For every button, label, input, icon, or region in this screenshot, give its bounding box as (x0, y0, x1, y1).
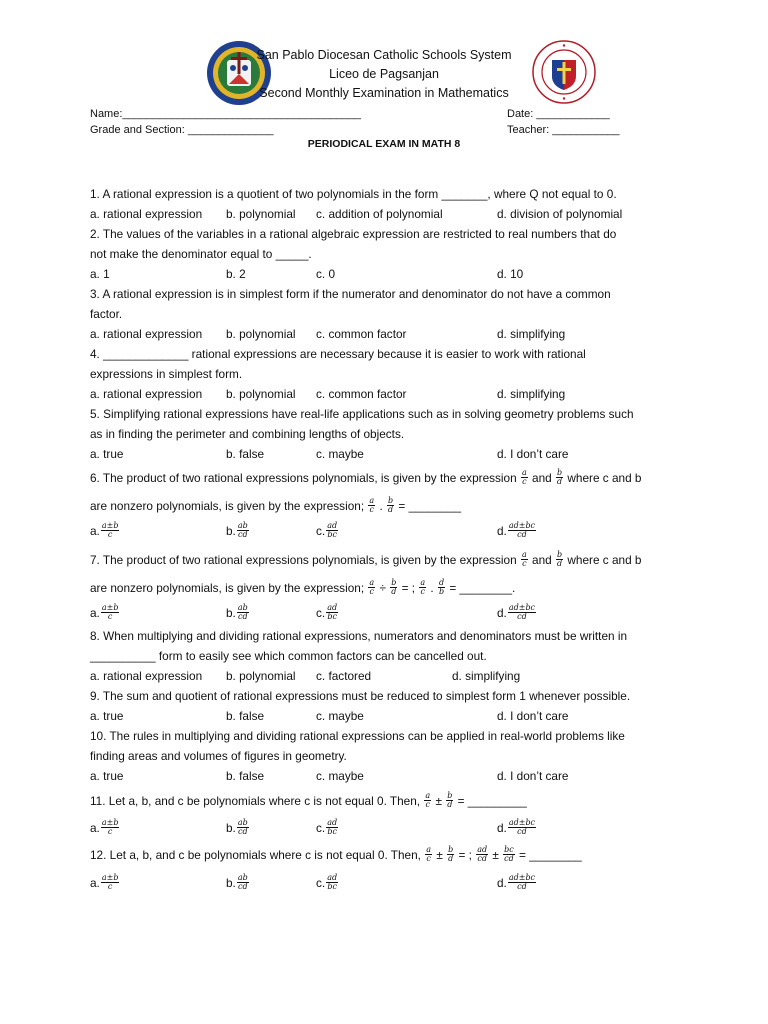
date-field: Date: ____________ (507, 108, 610, 120)
numerator: a (369, 578, 375, 588)
question-6-choices (90, 520, 690, 540)
question-3-line-1: 3. A rational expression is in simplest form if the numerator and denominator do not have a common (90, 287, 611, 301)
denominator: bc (327, 612, 337, 622)
numerator: ad±bc (508, 603, 536, 613)
denominator: cd (504, 854, 514, 864)
q7-text-2: are nonzero polynomials, is given by the expression; (90, 580, 365, 595)
numerator: a (425, 791, 431, 801)
choice-c (316, 872, 339, 893)
divide-operator: ÷ (379, 580, 386, 595)
q12-blank: = ________ (519, 847, 582, 862)
question-12 (90, 844, 690, 865)
question-10-line-2: finding areas and volumes of figures in geometry. (90, 749, 347, 763)
q6-and: and (532, 470, 552, 485)
fraction-a-over-c (368, 497, 375, 514)
choice-c: c. addition of polynomial (316, 207, 443, 221)
question-5-choices (90, 444, 690, 464)
choice-d: d. 10 (497, 267, 524, 281)
question-8-line-2: __________ form to easily see which common factors can be cancelled out. (90, 649, 487, 663)
choice-d (497, 872, 537, 893)
choice-b: b. false (226, 769, 265, 783)
q6-text-2: are nonzero polynomials, is given by the expression; (90, 498, 365, 513)
numerator: ad±bc (508, 521, 536, 531)
denominator: d (556, 477, 563, 487)
choice-a (90, 602, 120, 623)
fraction (508, 522, 536, 539)
denominator: cd (237, 882, 248, 892)
plus-minus-operator: ± (435, 793, 442, 808)
fraction-bc-over-cd (503, 846, 515, 863)
q7-and: and (532, 552, 552, 567)
choice-a (90, 817, 120, 838)
fraction (326, 819, 338, 836)
choice-b (226, 602, 250, 623)
denominator: cd (237, 612, 248, 622)
question-2-line-1: 2. The values of the variables in a rational algebraic expression are restricted to real numbers that do (90, 227, 617, 241)
question-2-choices (90, 264, 690, 284)
question-7-line-2 (90, 577, 690, 598)
q7-blank: = ________. (449, 580, 516, 595)
question-3-choices (90, 324, 690, 344)
fraction (101, 604, 120, 621)
question-4-line-1: 4. _____________ rational expressions are necessary because it is easier to work with rational (90, 347, 586, 361)
question-5-line-2: as in finding the perimeter and combining lengths of objects. (90, 427, 405, 441)
q11-text: 11. Let a, b, and c be polynomials where c is not equal 0. Then, (90, 793, 421, 808)
choice-d: d. simplifying (497, 327, 566, 341)
q7-where: where c and b (567, 552, 642, 567)
q6-text: 6. The product of two rational expressions polynomials, is given by the expression (90, 470, 517, 485)
choice-c (316, 817, 339, 838)
choice-label: a. (90, 523, 100, 538)
numerator: ad (327, 521, 338, 531)
question-8-line-1: 8. When multiplying and dividing rational expressions, numerators and denominators must be written in (90, 629, 628, 643)
choice-label: a. (90, 820, 100, 835)
document-header (0, 46, 768, 103)
denominator: cd (517, 612, 527, 622)
teacher-field: Teacher: ___________ (507, 124, 620, 136)
choice-d: d. I don’t care (497, 769, 569, 783)
school-system-name: San Pablo Diocesan Catholic Schools System (256, 48, 512, 62)
choice-b: b. false (226, 709, 265, 723)
question-11-choices (90, 817, 690, 837)
fraction-a-over-c (419, 579, 426, 596)
fraction-b-over-d (556, 551, 563, 568)
numerator: b (447, 791, 453, 801)
question-8-choices (90, 666, 690, 686)
fraction (101, 874, 120, 891)
choice-b: b. polynomial (226, 327, 296, 341)
choice-d: d. division of polynomial (497, 207, 623, 221)
fraction (237, 522, 249, 539)
question-3-line-2: factor. (90, 307, 123, 321)
choice-a (90, 520, 120, 541)
choice-label: d. (497, 523, 507, 538)
numerator: b (388, 496, 394, 506)
denominator: d (388, 505, 394, 515)
question-11 (90, 790, 690, 811)
fraction (326, 522, 338, 539)
numerator: ad (477, 845, 488, 855)
choice-label: a. (90, 605, 100, 620)
question-6-line-1 (90, 467, 690, 488)
fraction (101, 522, 120, 539)
denominator: bc (327, 827, 337, 837)
fraction (237, 604, 249, 621)
choice-b: b. 2 (226, 267, 246, 281)
numerator: ad±bc (508, 818, 536, 828)
choice-a: a. 1 (90, 267, 110, 281)
choice-label: b. (226, 875, 236, 890)
denominator: cd (517, 827, 527, 837)
numerator: ab (237, 818, 248, 828)
q6-blank: = ________ (398, 498, 462, 513)
choice-a: a. true (90, 447, 124, 461)
question-12-choices (90, 872, 690, 892)
numerator: a±b (101, 818, 119, 828)
fraction-ad-over-cd (476, 846, 488, 863)
name-field: Name:_______________________________________ (90, 108, 361, 120)
choice-c (316, 602, 339, 623)
q12-text: 12. Let a, b, and c be polynomials where c is not equal 0. Then, (90, 847, 421, 862)
denominator: c (522, 559, 527, 569)
choice-label: b. (226, 605, 236, 620)
question-10-line-1: 10. The rules in multiplying and dividing rational expressions can be applied in real-world problems like (90, 729, 625, 743)
denominator: c (426, 854, 431, 864)
choice-b: b. polynomial (226, 207, 296, 221)
numerator: d (438, 578, 445, 588)
denominator: d (391, 587, 397, 597)
question-6-line-2 (90, 495, 690, 516)
choice-c (316, 520, 339, 541)
choice-label: c. (316, 523, 326, 538)
choice-a: a. true (90, 709, 124, 723)
numerator: a±b (101, 521, 119, 531)
question-9: 9. The sum and quotient of rational expressions must be reduced to simplest form 1 whenever possible. (90, 689, 631, 703)
fraction-b-over-d (556, 469, 563, 486)
numerator: ad (327, 873, 338, 883)
denominator: cd (477, 854, 487, 864)
numerator: a (521, 468, 527, 478)
choice-d: d. simplifying (497, 387, 566, 401)
choice-label: a. (90, 875, 100, 890)
dot-operator: . (430, 580, 434, 595)
choice-label: d. (497, 605, 507, 620)
denominator: c (107, 530, 113, 540)
numerator: bc (504, 845, 514, 855)
choice-label: b. (226, 523, 236, 538)
numerator: b (556, 550, 563, 560)
exam-title: PERIODICAL EXAM IN MATH 8 (307, 138, 461, 150)
question-4-line-2: expressions in simplest form. (90, 367, 243, 381)
fraction-b-over-d (447, 846, 454, 863)
choice-b: b. polynomial (226, 387, 296, 401)
question-1-choices (90, 204, 690, 224)
choice-b (226, 872, 250, 893)
numerator: ad (327, 818, 338, 828)
choice-b (226, 817, 250, 838)
fraction-d-over-b (438, 579, 445, 596)
question-7-choices (90, 602, 690, 622)
numerator: ab (237, 873, 248, 883)
fraction-a-over-c (521, 469, 528, 486)
choice-label: d. (497, 875, 507, 890)
denominator: c (369, 587, 375, 597)
choice-c: c. common factor (316, 387, 407, 401)
plus-minus-operator: ± (436, 847, 443, 862)
exam-name: Second Monthly Examination in Mathematics (259, 86, 509, 100)
numerator: b (448, 845, 454, 855)
choice-label: b. (226, 820, 236, 835)
fraction (326, 604, 338, 621)
choice-b (226, 520, 250, 541)
denominator: c (107, 827, 113, 837)
choice-d: d. simplifying (452, 669, 521, 683)
denominator: cd (517, 530, 527, 540)
choice-d (497, 602, 537, 623)
choice-d (497, 520, 537, 541)
choice-label: c. (316, 875, 326, 890)
choice-c: c. factored (316, 669, 372, 683)
denominator: b (438, 587, 445, 597)
choice-a: a. rational expression (90, 207, 203, 221)
fraction-a-over-c (425, 846, 432, 863)
fraction (326, 874, 338, 891)
question-9-choices (90, 706, 690, 726)
choice-c: c. 0 (316, 267, 336, 281)
question-1: 1. A rational expression is a quotient of two polynomials in the form _______, where Q not equal to 0. (90, 187, 617, 201)
question-2-line-2: not make the denominator equal to _____. (90, 247, 312, 261)
equals-semicolon: = ; (401, 580, 416, 595)
numerator: ad (327, 603, 338, 613)
numerator: a (521, 550, 527, 560)
choice-a (90, 872, 120, 893)
choice-c: c. maybe (316, 709, 364, 723)
choice-label: c. (316, 820, 326, 835)
numerator: a (420, 578, 426, 588)
fraction-a-over-c (424, 792, 431, 809)
numerator: ad±bc (508, 873, 536, 883)
choice-label: d. (497, 820, 507, 835)
question-10-choices (90, 766, 690, 786)
denominator: d (556, 559, 563, 569)
choice-a: a. rational expression (90, 669, 203, 683)
choice-d: d. I don’t care (497, 709, 569, 723)
denominator: bc (327, 530, 337, 540)
choice-a: a. rational expression (90, 387, 203, 401)
numerator: b (556, 468, 563, 478)
fraction (508, 819, 536, 836)
denominator: c (425, 800, 430, 810)
choice-d: d. I don’t care (497, 447, 569, 461)
denominator: d (448, 854, 454, 864)
numerator: a (369, 496, 375, 506)
fraction-b-over-d (387, 497, 394, 514)
fraction (508, 874, 536, 891)
denominator: c (107, 612, 113, 622)
denominator: bc (327, 882, 337, 892)
denominator: cd (237, 530, 248, 540)
equals-semicolon: = ; (458, 847, 472, 862)
question-5-line-1: 5. Simplifying rational expressions have real-life applications such as in solving geometry problems such (90, 407, 634, 421)
choice-a: a. true (90, 769, 124, 783)
denominator: cd (517, 882, 527, 892)
numerator: b (391, 578, 397, 588)
fraction-a-over-c (521, 551, 528, 568)
plus-minus-operator: ± (492, 847, 499, 862)
question-7-line-1 (90, 549, 690, 570)
choice-c: c. common factor (316, 327, 407, 341)
q7-text: 7. The product of two rational expressions polynomials, is given by the expression (90, 552, 517, 567)
fraction-b-over-d (446, 792, 453, 809)
question-4-choices (90, 384, 690, 404)
choice-c: c. maybe (316, 447, 364, 461)
fraction (101, 819, 120, 836)
fraction (237, 874, 249, 891)
fraction (237, 819, 249, 836)
numerator: a±b (101, 873, 119, 883)
fraction-a-over-c (368, 579, 375, 596)
numerator: a (426, 845, 432, 855)
numerator: ab (237, 603, 248, 613)
school-name: Liceo de Pagsanjan (329, 67, 439, 81)
denominator: d (447, 800, 453, 810)
fraction-b-over-d (390, 579, 397, 596)
numerator: ab (237, 521, 248, 531)
denominator: c (369, 505, 375, 515)
choice-c: c. maybe (316, 769, 364, 783)
denominator: c (420, 587, 425, 597)
numerator: a±b (101, 603, 119, 613)
denominator: cd (237, 827, 248, 837)
fraction (508, 604, 536, 621)
choice-b: b. polynomial (226, 669, 296, 683)
grade-section-field: Grade and Section: ______________ (90, 124, 274, 136)
choice-d (497, 817, 537, 838)
q11-blank: = _________ (457, 793, 527, 808)
dot-operator: . (379, 498, 383, 513)
q6-where: where c and b (567, 470, 642, 485)
denominator: c (522, 477, 527, 487)
choice-label: c. (316, 605, 326, 620)
choice-b: b. false (226, 447, 265, 461)
denominator: c (107, 882, 113, 892)
choice-a: a. rational expression (90, 327, 203, 341)
